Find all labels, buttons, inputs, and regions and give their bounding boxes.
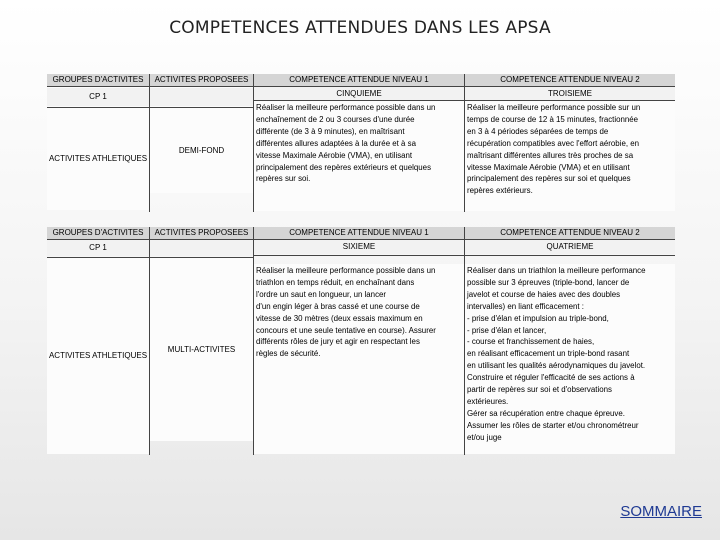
table2-divider: [464, 227, 465, 455]
table1-divider: [149, 74, 150, 212]
table2-divider: [47, 239, 675, 240]
table2-level2-text: Réaliser dans un triathlon la meilleure performance possible sur 3 épreuves (triple-bond, lancer de javelot et course de haies avec des doubles intervalles) en liant efficacement : - prise d'élan et impulsion au triple-bond, - prise d'élan et lancer, - course et franchissement de haies, en réalisant efficacement un triple-bond rasant en utilisant les qualités aérodynamiques du javelot. Construire et réguler l'efficacité de ses actions à partir de repères sur soi et d'observations extérieures. Gérer sa récupération entre chaque épreuve. Assumer les rôles de starter et/ou chronométreur et/ou juge: [465, 264, 675, 454]
table2-activity-name: MULTI-ACTIVITES: [150, 258, 253, 441]
table2-header-niveau1: COMPETENCE ATTENDUE NIVEAU 1: [254, 227, 464, 239]
table1-header-groupes: GROUPES D'ACTIVITES: [47, 74, 149, 86]
table1-divider: [464, 74, 465, 212]
table1-level2-text: Réaliser la meilleure performance possible sur un temps de course de 12 à 15 minutes, fractionnée en 3 à 4 périodes séparées de temps de récupération compatibles avec l'effort aérobie, en maîtrisant différentes allures très proches de sa vitesse Maximale Aérobie (VMA) et en utilisant principalement des repères sur soi et quelques repères extérieurs.: [465, 101, 675, 211]
sommaire-link[interactable]: SOMMAIRE: [620, 503, 702, 520]
table1-group-name: ACTIVITES ATHLETIQUES: [47, 108, 149, 210]
table1-activity-name: DEMI-FOND: [150, 108, 253, 193]
table1-divider: [253, 74, 254, 212]
table2-header-groupes: GROUPES D'ACTIVITES: [47, 227, 149, 239]
table2-level1-class: SIXIEME: [254, 240, 464, 254]
table1-sub-empty: [150, 88, 253, 106]
table1-header-activites: ACTIVITES PROPOSEES: [150, 74, 253, 86]
table2-group-name: ACTIVITES ATHLETIQUES: [47, 258, 149, 454]
table1-level2-class: TROISIEME: [465, 87, 675, 100]
table2-divider: [253, 227, 254, 455]
table1-level1-class: CINQUIEME: [254, 87, 464, 100]
table2-sub-empty: [150, 240, 253, 256]
table2-header-activites: ACTIVITES PROPOSEES: [150, 227, 253, 239]
table1-divider: [254, 100, 675, 101]
table2-header-niveau2: COMPETENCE ATTENDUE NIVEAU 2: [465, 227, 675, 239]
table1-header-niveau1: COMPETENCE ATTENDUE NIVEAU 1: [254, 74, 464, 86]
table1-cp-label: CP 1: [47, 88, 149, 106]
page-title: COMPETENCES ATTENDUES DANS LES APSA: [169, 18, 551, 38]
table2-divider: [149, 227, 150, 455]
table1-header-niveau2: COMPETENCE ATTENDUE NIVEAU 2: [465, 74, 675, 86]
table2-level1-text: Réaliser la meilleure performance possible dans un triathlon en temps réduit, en enchaînant dans l'ordre un saut en longueur, un lancer d'un engin léger à bras cassé et une course de vitesse de 30 mètres (deux essais maximum en concours et une seule tentative en course). Assurer différents rôles de jury et agir en respectant les règles de sécurité.: [254, 264, 464, 454]
table2-level2-class: QUATRIEME: [465, 240, 675, 254]
table1-divider: [47, 107, 253, 108]
table1-divider: [47, 86, 675, 87]
table1-level1-text: Réaliser la meilleure performance possible dans un enchaînement de 2 ou 3 courses d'une durée différente (de 3 à 9 minutes), en maîtrisant différentes allures adaptées à la durée et à sa vitesse Maximale Aérobie (VMA), en utilisant principalement des repères extérieurs et quelques repères sur soi.: [254, 101, 464, 211]
table2-divider: [254, 255, 675, 256]
table2-divider: [47, 257, 253, 258]
table2-cp-label: CP 1: [47, 240, 149, 256]
